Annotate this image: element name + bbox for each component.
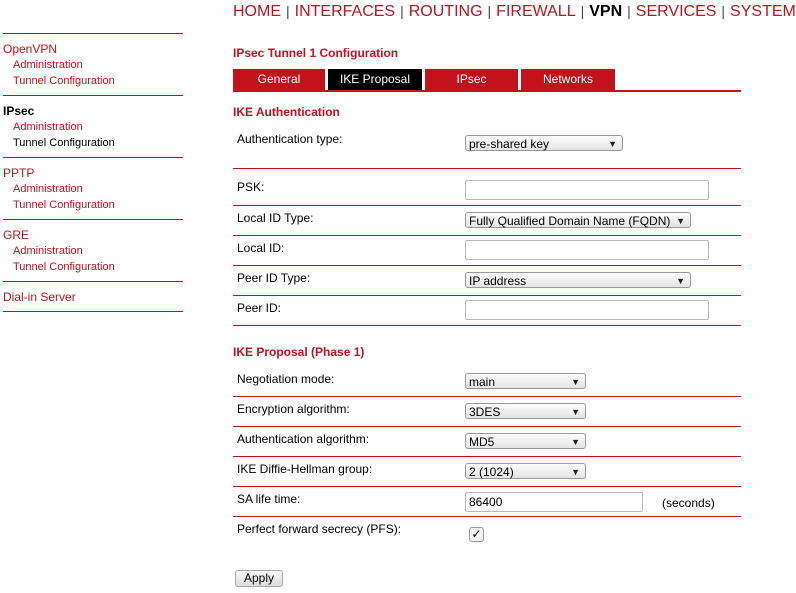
row-local-id-type [233, 206, 741, 236]
nav-interfaces[interactable]: INTERFACES [294, 3, 396, 20]
sidebar-group-pptp [3, 158, 183, 219]
peer-id-input[interactable] [465, 300, 709, 320]
local-id-label: Local ID: [237, 241, 285, 255]
local-id-type-value: Fully Qualified Domain Name (FQDN) [469, 214, 671, 228]
apply-button[interactable]: Apply [235, 570, 283, 587]
encryption-algorithm-select[interactable] [465, 403, 586, 419]
nav-vpn[interactable]: VPN [589, 3, 623, 20]
sidebar-item-pptp[interactable]: PPTP [3, 166, 35, 180]
sidebar-item-openvpn-administration[interactable]: Administration [13, 59, 83, 71]
chevron-down-icon: ▼ [571, 467, 580, 477]
top-navigation [233, 3, 796, 21]
sidebar-item-gre-administration[interactable]: Administration [13, 245, 83, 257]
section-heading-ike-proposal: IKE Proposal (Phase 1) [233, 345, 365, 359]
nav-separator: | [627, 3, 631, 19]
sidebar-item-openvpn-tunnel-configuration[interactable]: Tunnel Configuration [13, 75, 115, 87]
nav-firewall[interactable]: FIREWALL [496, 3, 576, 20]
row-authentication-algorithm [233, 427, 741, 457]
psk-label: PSK: [237, 180, 265, 194]
tab-bar [233, 69, 741, 92]
dh-group-label: IKE Diffie-Hellman group: [237, 462, 373, 476]
tab-general[interactable]: General [233, 69, 325, 90]
sidebar-item-gre[interactable]: GRE [3, 228, 30, 242]
negotiation-mode-select[interactable] [465, 373, 586, 389]
authentication-type-label: Authentication type: [237, 132, 343, 146]
sidebar-item-pptp-tunnel-configuration[interactable]: Tunnel Configuration [13, 199, 115, 211]
sidebar-group-openvpn [3, 34, 183, 95]
encryption-algorithm-value: 3DES [469, 405, 501, 419]
tab-ipsec[interactable]: IPsec [425, 69, 518, 90]
authentication-type-value: pre-shared key [469, 137, 550, 151]
row-sa-lifetime [233, 487, 741, 517]
chevron-down-icon: ▼ [676, 216, 685, 226]
section-heading-ike-authentication: IKE Authentication [233, 105, 340, 119]
nav-separator: | [400, 3, 404, 19]
local-id-type-label: Local ID Type: [237, 211, 314, 225]
chevron-down-icon: ▼ [676, 276, 685, 286]
local-id-type-select[interactable] [465, 212, 691, 228]
pfs-label: Perfect forward secrecy (PFS): [237, 522, 402, 536]
row-pfs [233, 517, 741, 546]
nav-system[interactable]: SYSTEM [730, 3, 796, 20]
sa-lifetime-unit: (seconds) [662, 496, 715, 510]
chevron-down-icon: ▼ [608, 139, 617, 149]
local-id-input[interactable] [465, 240, 709, 260]
sidebar-group-dialin [3, 282, 183, 311]
nav-separator: | [721, 3, 726, 19]
row-local-id [233, 236, 741, 266]
sidebar-item-dial-in-server[interactable]: Dial-in Server [3, 290, 76, 304]
peer-id-label: Peer ID: [237, 301, 282, 315]
chevron-down-icon: ▼ [571, 407, 580, 417]
nav-routing[interactable]: ROUTING [408, 3, 483, 20]
negotiation-mode-label: Negotiation mode: [237, 372, 335, 386]
nav-separator: | [580, 3, 585, 19]
row-authentication-type [233, 124, 741, 169]
authentication-algorithm-select[interactable] [465, 433, 586, 449]
sidebar-item-ipsec-administration[interactable]: Administration [13, 121, 83, 133]
peer-id-type-label: Peer ID Type: [237, 271, 311, 285]
tab-networks[interactable]: Networks [521, 69, 615, 90]
nav-home[interactable]: HOME [233, 3, 281, 20]
page-title: IPsec Tunnel 1 Configuration [233, 46, 399, 60]
authentication-type-select[interactable] [465, 135, 623, 151]
row-encryption-algorithm [233, 397, 741, 427]
sidebar [3, 33, 183, 312]
sidebar-item-openvpn[interactable]: OpenVPN [3, 42, 58, 56]
peer-id-type-select[interactable] [465, 272, 691, 288]
dh-group-value: 2 (1024) [469, 465, 514, 479]
negotiation-mode-value: main [469, 375, 496, 389]
sidebar-item-ipsec[interactable]: IPsec [3, 104, 35, 118]
sidebar-item-gre-tunnel-configuration[interactable]: Tunnel Configuration [13, 261, 115, 273]
tab-ike-proposal[interactable]: IKE Proposal [328, 69, 422, 90]
psk-input[interactable] [465, 180, 709, 200]
nav-services[interactable]: SERVICES [635, 3, 717, 20]
peer-id-type-value: IP address [469, 274, 527, 288]
authentication-algorithm-value: MD5 [469, 435, 495, 449]
row-negotiation-mode [233, 367, 741, 397]
encryption-algorithm-label: Encryption algorithm: [237, 402, 350, 416]
sidebar-item-pptp-administration[interactable]: Administration [13, 183, 83, 195]
nav-separator: | [487, 3, 492, 19]
checkmark-icon: ✓ [471, 527, 482, 541]
authentication-algorithm-label: Authentication algorithm: [237, 432, 370, 446]
chevron-down-icon: ▼ [571, 437, 580, 447]
row-psk [233, 169, 741, 206]
dh-group-select[interactable] [465, 463, 586, 479]
row-peer-id [233, 296, 741, 326]
sidebar-item-ipsec-tunnel-configuration[interactable]: Tunnel Configuration [13, 137, 115, 149]
row-dh-group [233, 457, 741, 487]
sa-lifetime-label: SA life time: [237, 492, 301, 506]
sidebar-group-gre [3, 220, 183, 281]
sa-lifetime-input[interactable] [465, 492, 643, 512]
nav-separator: | [286, 3, 290, 19]
pfs-checkbox[interactable] [469, 527, 484, 542]
chevron-down-icon: ▼ [571, 377, 580, 387]
row-peer-id-type [233, 266, 741, 296]
divider [3, 311, 183, 312]
sidebar-group-ipsec [3, 96, 183, 157]
